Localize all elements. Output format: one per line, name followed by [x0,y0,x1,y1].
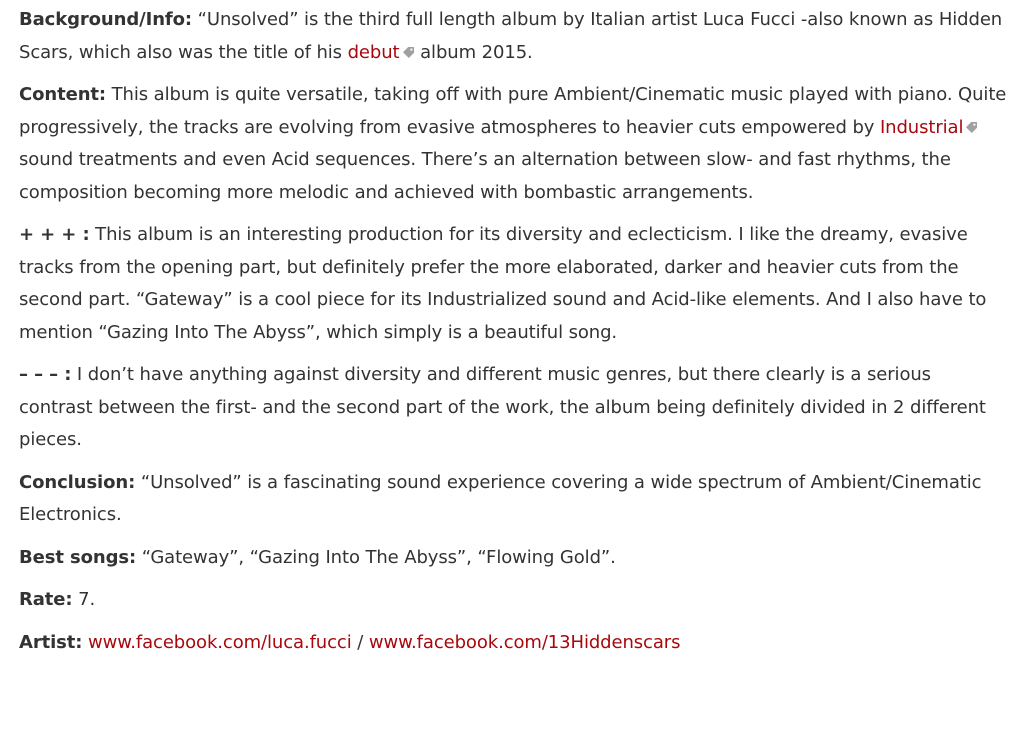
debut-tag-link[interactable]: debut [347,41,400,63]
conclusion-label: Conclusion: [19,471,136,493]
conclusion-paragraph [19,467,1009,532]
conclusion-text: “Unsolved” is a fascinating sound experience covering a wide spectrum of Ambient/Cinematic Electronics. [19,471,982,525]
plus-label: + + + : [19,224,90,245]
tag-icon [965,121,978,134]
content-text-1: This album is quite versatile, taking off with pure Ambient/Cinematic music played with piano. Quite progressively, the tracks are evolving from evasive atmospheres to heavier cuts empowered by [19,84,1007,138]
industrial-tag-link[interactable]: Industrial [879,116,964,138]
review-article [19,4,1009,669]
artist-facebook-link-2[interactable]: www.facebook.com/13Hiddenscars [368,631,681,653]
tag-icon [402,46,415,59]
plus-paragraph [19,219,1009,349]
background-paragraph [19,4,1009,69]
best-songs-paragraph [19,542,1009,575]
artist-paragraph [19,627,1009,660]
content-label: Content: [19,84,107,105]
rate-text: 7. [72,589,96,610]
minus-text: I don’t have anything against diversity and different music genres, but there clearly is a serious contrast between the first- and the second part of the work, the album being definitely divided in 2 different pieces. [19,364,986,450]
content-paragraph [19,79,1009,209]
artist-link-separator: / [351,631,369,653]
minus-paragraph [19,359,1009,457]
artist-label: Artist: [19,631,83,653]
background-label: Background/Info: [19,9,193,30]
rate-label: Rate: [19,589,73,610]
content-text-2: sound treatments and even Acid sequences. There’s an alternation between slow- and fast rhythms, the composition becoming more melodic and achieved with bombastic arrangements. [19,149,951,203]
best-songs-text: “Gateway”, “Gazing Into The Abyss”, “Flowing Gold”. [136,546,616,568]
plus-text: This album is an interesting production for its diversity and eclecticism. I like the dreamy, evasive tracks from the opening part, but definitely prefer the more elaborated, darker and heavier cuts from the second part. “Gateway” is a cool piece for its Industrialized sound and Acid-like elements. And I also have to mention “Gazing Into The Abyss”, which simply is a beautiful song. [19,224,987,343]
minus-label: – – – : [19,364,72,385]
artist-facebook-link-1[interactable]: www.facebook.com/luca.fucci [88,631,352,653]
best-songs-label: Best songs: [19,546,137,568]
background-text-1: “Unsolved” is the third full length album by Italian artist Luca Fucci -also known as Hidden Scars, which also was the title of his [19,9,1003,63]
background-text-2: album 2015. [414,41,533,63]
rate-paragraph [19,584,1009,617]
